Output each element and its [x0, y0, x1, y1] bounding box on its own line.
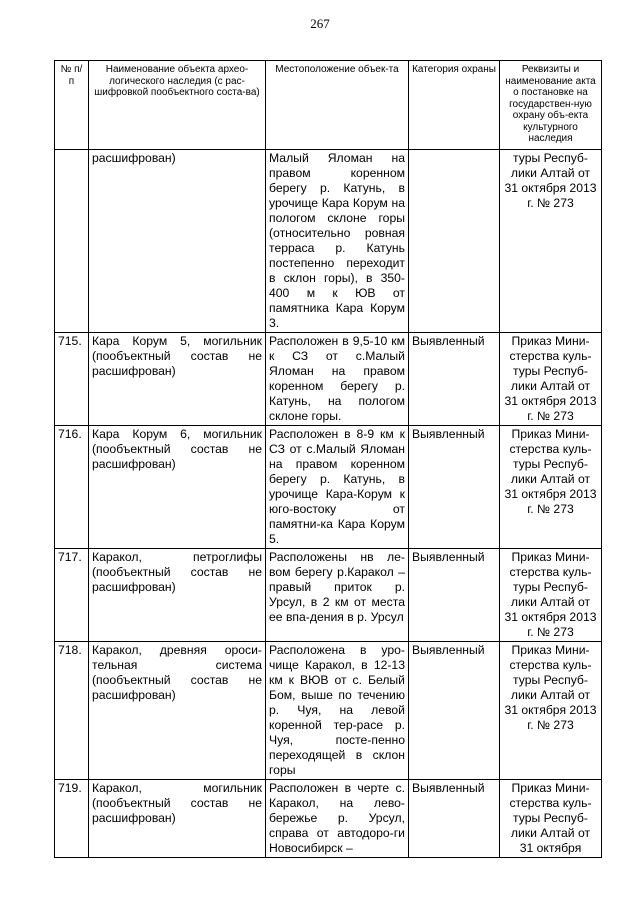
- header-num: № п/п: [55, 61, 89, 150]
- row-name: Каракол, могильник (пообъектный состав не расшифрован): [89, 780, 266, 858]
- row-num: 717.: [55, 549, 89, 642]
- table-row: [55, 780, 602, 858]
- row-name: Кара Корум 6, могильник (пообъектный состав не расшифрован): [89, 426, 266, 549]
- row-num: 716.: [55, 426, 89, 549]
- row-requisites: Приказ Мини-стерства куль-туры Респуб-лики Алтай от 31 октября 2013 г. № 273: [500, 549, 602, 642]
- header-requisites: Реквизиты и наименование акта о постановке на государствен-ную охрану объ-екта культурного наследия: [500, 61, 602, 150]
- heritage-registry-table: [54, 60, 602, 858]
- row-name: Каракол, петроглифы (пообъектный состав не расшифрован): [89, 549, 266, 642]
- row-location: Расположена в уро-чище Каракол, в 12-13 км к ВЮВ от с. Белый Бом, выше по течению р. Чуя, на левой коренной тер-расе р. Чуя, посте-пенно переходящей в склон горы: [266, 642, 409, 780]
- row-category: Выявленный: [409, 426, 500, 549]
- row-category: Выявленный: [409, 780, 500, 858]
- page-number: 267: [310, 16, 330, 31]
- table-row: [55, 549, 602, 642]
- table-row: [55, 150, 602, 333]
- row-category: [409, 150, 500, 333]
- row-num: 718.: [55, 642, 89, 780]
- row-requisites: туры Респуб-лики Алтай от 31 октября 2013 г. № 273: [500, 150, 602, 333]
- table-row: [55, 426, 602, 549]
- row-requisites: Приказ Мини-стерства куль-туры Респуб-лики Алтай от 31 октября 2013 г. № 273: [500, 333, 602, 426]
- row-num: 715.: [55, 333, 89, 426]
- row-location: Расположены нв ле-вом берегу р.Каракол – правый приток р. Урсул, в 2 км от места ее впа-дения в р. Урсул: [266, 549, 409, 642]
- row-location: Расположен в 8-9 км к СЗ от с.Малый Яломан на правом коренном берегу р. Катунь, в урочище Кара-Корум к юго-востоку от памятни-ка Кара Корум 5.: [266, 426, 409, 549]
- row-location: Малый Яломан на правом коренном берегу р. Катунь, в урочище Кара Корум на пологом склоне горы (относительно ровная терраса р. Катунь постепенно переходит в склон горы), в 350-400 м к ЮВ от памятника Кара Корум 3.: [266, 150, 409, 333]
- row-requisites: Приказ Мини-стерства куль-туры Респуб-лики Алтай от 31 октября 2013 г. № 273: [500, 642, 602, 780]
- row-category: Выявленный: [409, 333, 500, 426]
- row-location: Расположен в 9,5-10 км к СЗ от с.Малый Яломан на правом коренном берегу р. Катунь, на пологом склоне горы.: [266, 333, 409, 426]
- row-requisites: Приказ Мини-стерства куль-туры Респуб-лики Алтай от 31 октября 2013 г. № 273: [500, 426, 602, 549]
- row-requisites: Приказ Мини-стерства куль-туры Респуб-лики Алтай от 31 октября: [500, 780, 602, 858]
- row-name: расшифрован): [89, 150, 266, 333]
- header-category: Категория охраны: [409, 61, 500, 150]
- header-name: Наименование объекта архео-логического наследия (с рас-шифровкой пообъектного соста-ва): [89, 61, 266, 150]
- row-num: 719.: [55, 780, 89, 858]
- row-category: Выявленный: [409, 642, 500, 780]
- header-location: Местоположение объек-та: [266, 61, 409, 150]
- table-row: [55, 333, 602, 426]
- row-num: [55, 150, 89, 333]
- row-name: Каракол, древняя ороси-тельная система (пообъектный состав не расшифрован): [89, 642, 266, 780]
- row-location: Расположен в черте с. Каракол, на лево-бережье р. Урсул, справа от автодоро-ги Новосибирск –: [266, 780, 409, 858]
- table-header-row: [55, 61, 602, 150]
- table-row: [55, 642, 602, 780]
- row-name: Кара Корум 5, могильник (пообъектный состав не расшифрован): [89, 333, 266, 426]
- row-category: Выявленный: [409, 549, 500, 642]
